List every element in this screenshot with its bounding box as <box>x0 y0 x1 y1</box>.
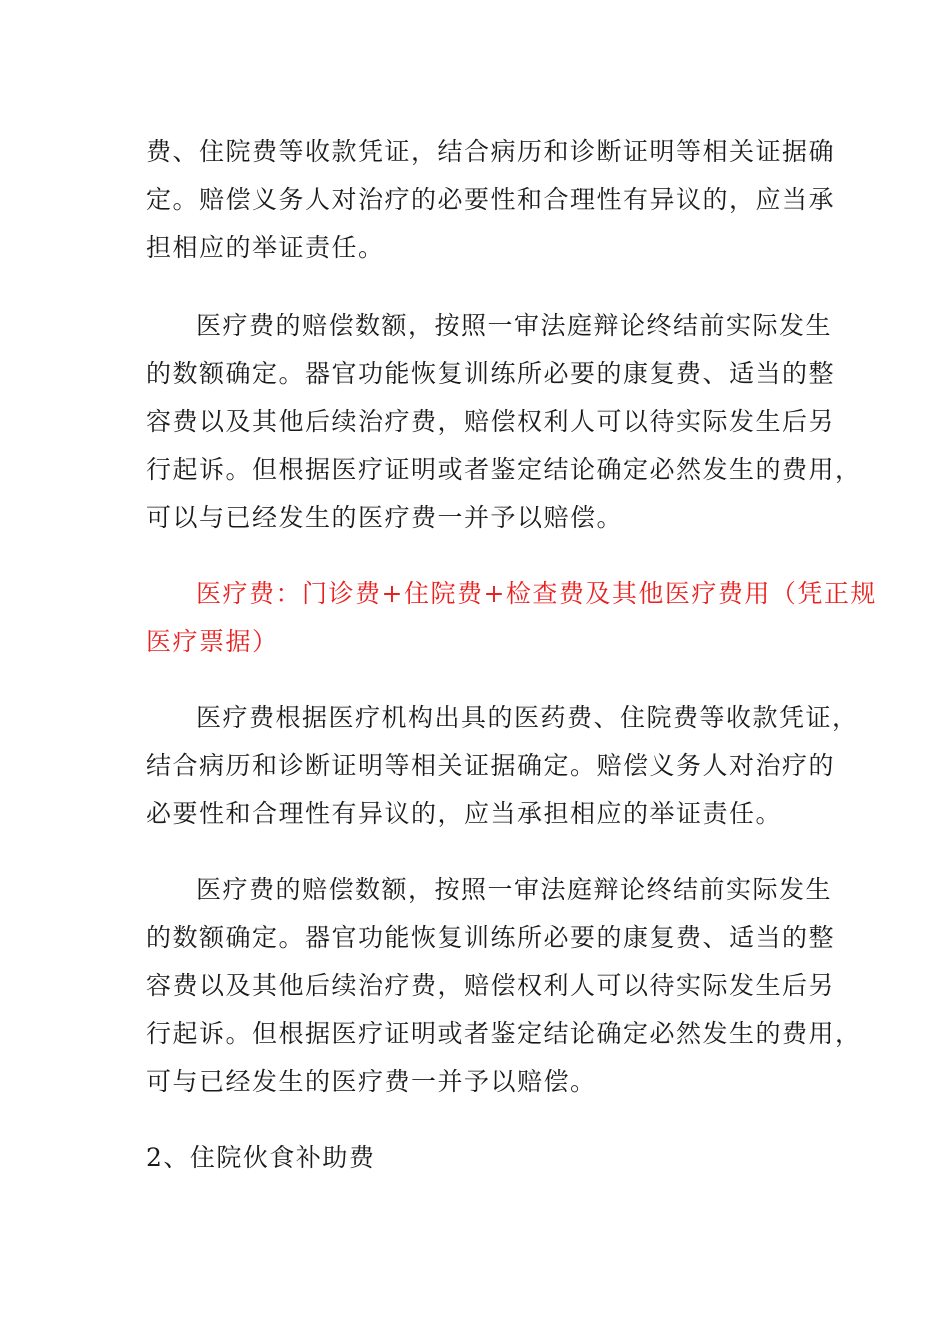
paragraph-2-line-2: 的数额确定。器官功能恢复训练所必要的康复费、适当的整 <box>146 359 836 388</box>
highlighted-line-2: 医疗票据） <box>146 627 279 656</box>
paragraph-2-line-4: 行起诉。但根据医疗证明或者鉴定结论确定必然发生的费用， <box>146 455 862 484</box>
paragraph-1-line-3: 担相应的举证责任。 <box>146 233 385 262</box>
paragraph-1-line-1: 费、住院费等收款凭证，结合病历和诊断证明等相关证据确 <box>146 137 836 166</box>
highlighted-line-1: 医疗费：门诊费+住院费+检查费及其他医疗费用（凭正规 <box>196 579 877 608</box>
paragraph-5-line-3: 容费以及其他后续治疗费，赔偿权利人可以待实际发生后另 <box>146 971 836 1000</box>
paragraph-4-line-2: 结合病历和诊断证明等相关证据确定。赔偿义务人对治疗的 <box>146 751 836 780</box>
paragraph-5-line-5: 可与已经发生的医疗费一并予以赔偿。 <box>146 1067 597 1096</box>
paragraph-2-line-3: 容费以及其他后续治疗费，赔偿权利人可以待实际发生后另 <box>146 407 836 436</box>
paragraph-1-line-2: 定。赔偿义务人对治疗的必要性和合理性有异议的，应当承 <box>146 185 836 214</box>
paragraph-5-line-4: 行起诉。但根据医疗证明或者鉴定结论确定必然发生的费用， <box>146 1019 862 1048</box>
paragraph-5-line-1: 医疗费的赔偿数额，按照一审法庭辩论终结前实际发生 <box>196 875 833 904</box>
paragraph-4-line-3: 必要性和合理性有异议的，应当承担相应的举证责任。 <box>146 799 783 828</box>
paragraph-2-line-5: 可以与已经发生的医疗费一并予以赔偿。 <box>146 503 624 532</box>
section-heading: 2、住院伙食补助费 <box>146 1143 376 1172</box>
paragraph-5-line-2: 的数额确定。器官功能恢复训练所必要的康复费、适当的整 <box>146 923 836 952</box>
paragraph-2-line-1: 医疗费的赔偿数额，按照一审法庭辩论终结前实际发生 <box>196 311 833 340</box>
paragraph-4-line-1: 医疗费根据医疗机构出具的医药费、住院费等收款凭证， <box>196 703 859 732</box>
